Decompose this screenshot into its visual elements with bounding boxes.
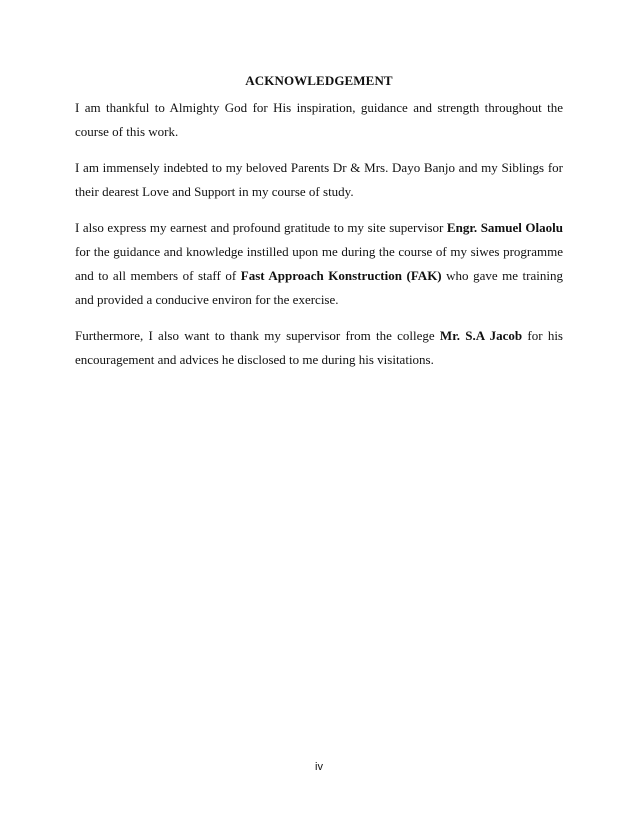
paragraph-1 [75,96,563,144]
paragraph-4 [75,324,563,372]
page-title: ACKNOWLEDGEMENT [245,73,393,88]
paragraph-2 [75,156,563,204]
document-body [75,72,563,384]
page-number: iv [315,761,323,773]
paragraph-text: for the guidance and knowledge instilled upon me during the course of my siwes programme and to all members of staff of [75,244,563,283]
paragraph-text: Furthermore, I also want to thank my supervisor from the college [75,328,440,343]
supervisor-name: Engr. Samuel Olaolu [446,220,563,235]
company-name: Fast Approach Konstruction (FAK) [240,268,442,283]
paragraph-text: who gave me training and provided a conducive environ for the exercise. [75,268,563,307]
paragraph-3 [75,216,563,312]
paragraph-text: I also express my earnest and profound gratitude to my site supervisor [75,220,447,235]
paragraph-text: for his encouragement and advices he disclosed to me during his visitations. [75,328,563,367]
college-supervisor-name: Mr. S.A Jacob [439,328,523,343]
paragraph-text: I am immensely indebted to my beloved Parents Dr & Mrs. Dayo Banjo and my Siblings for their dearest Love and Support in my course of study. [75,160,563,199]
paragraph-text: I am thankful to Almighty God for His inspiration, guidance and strength throughout the course of this work. [75,100,563,139]
